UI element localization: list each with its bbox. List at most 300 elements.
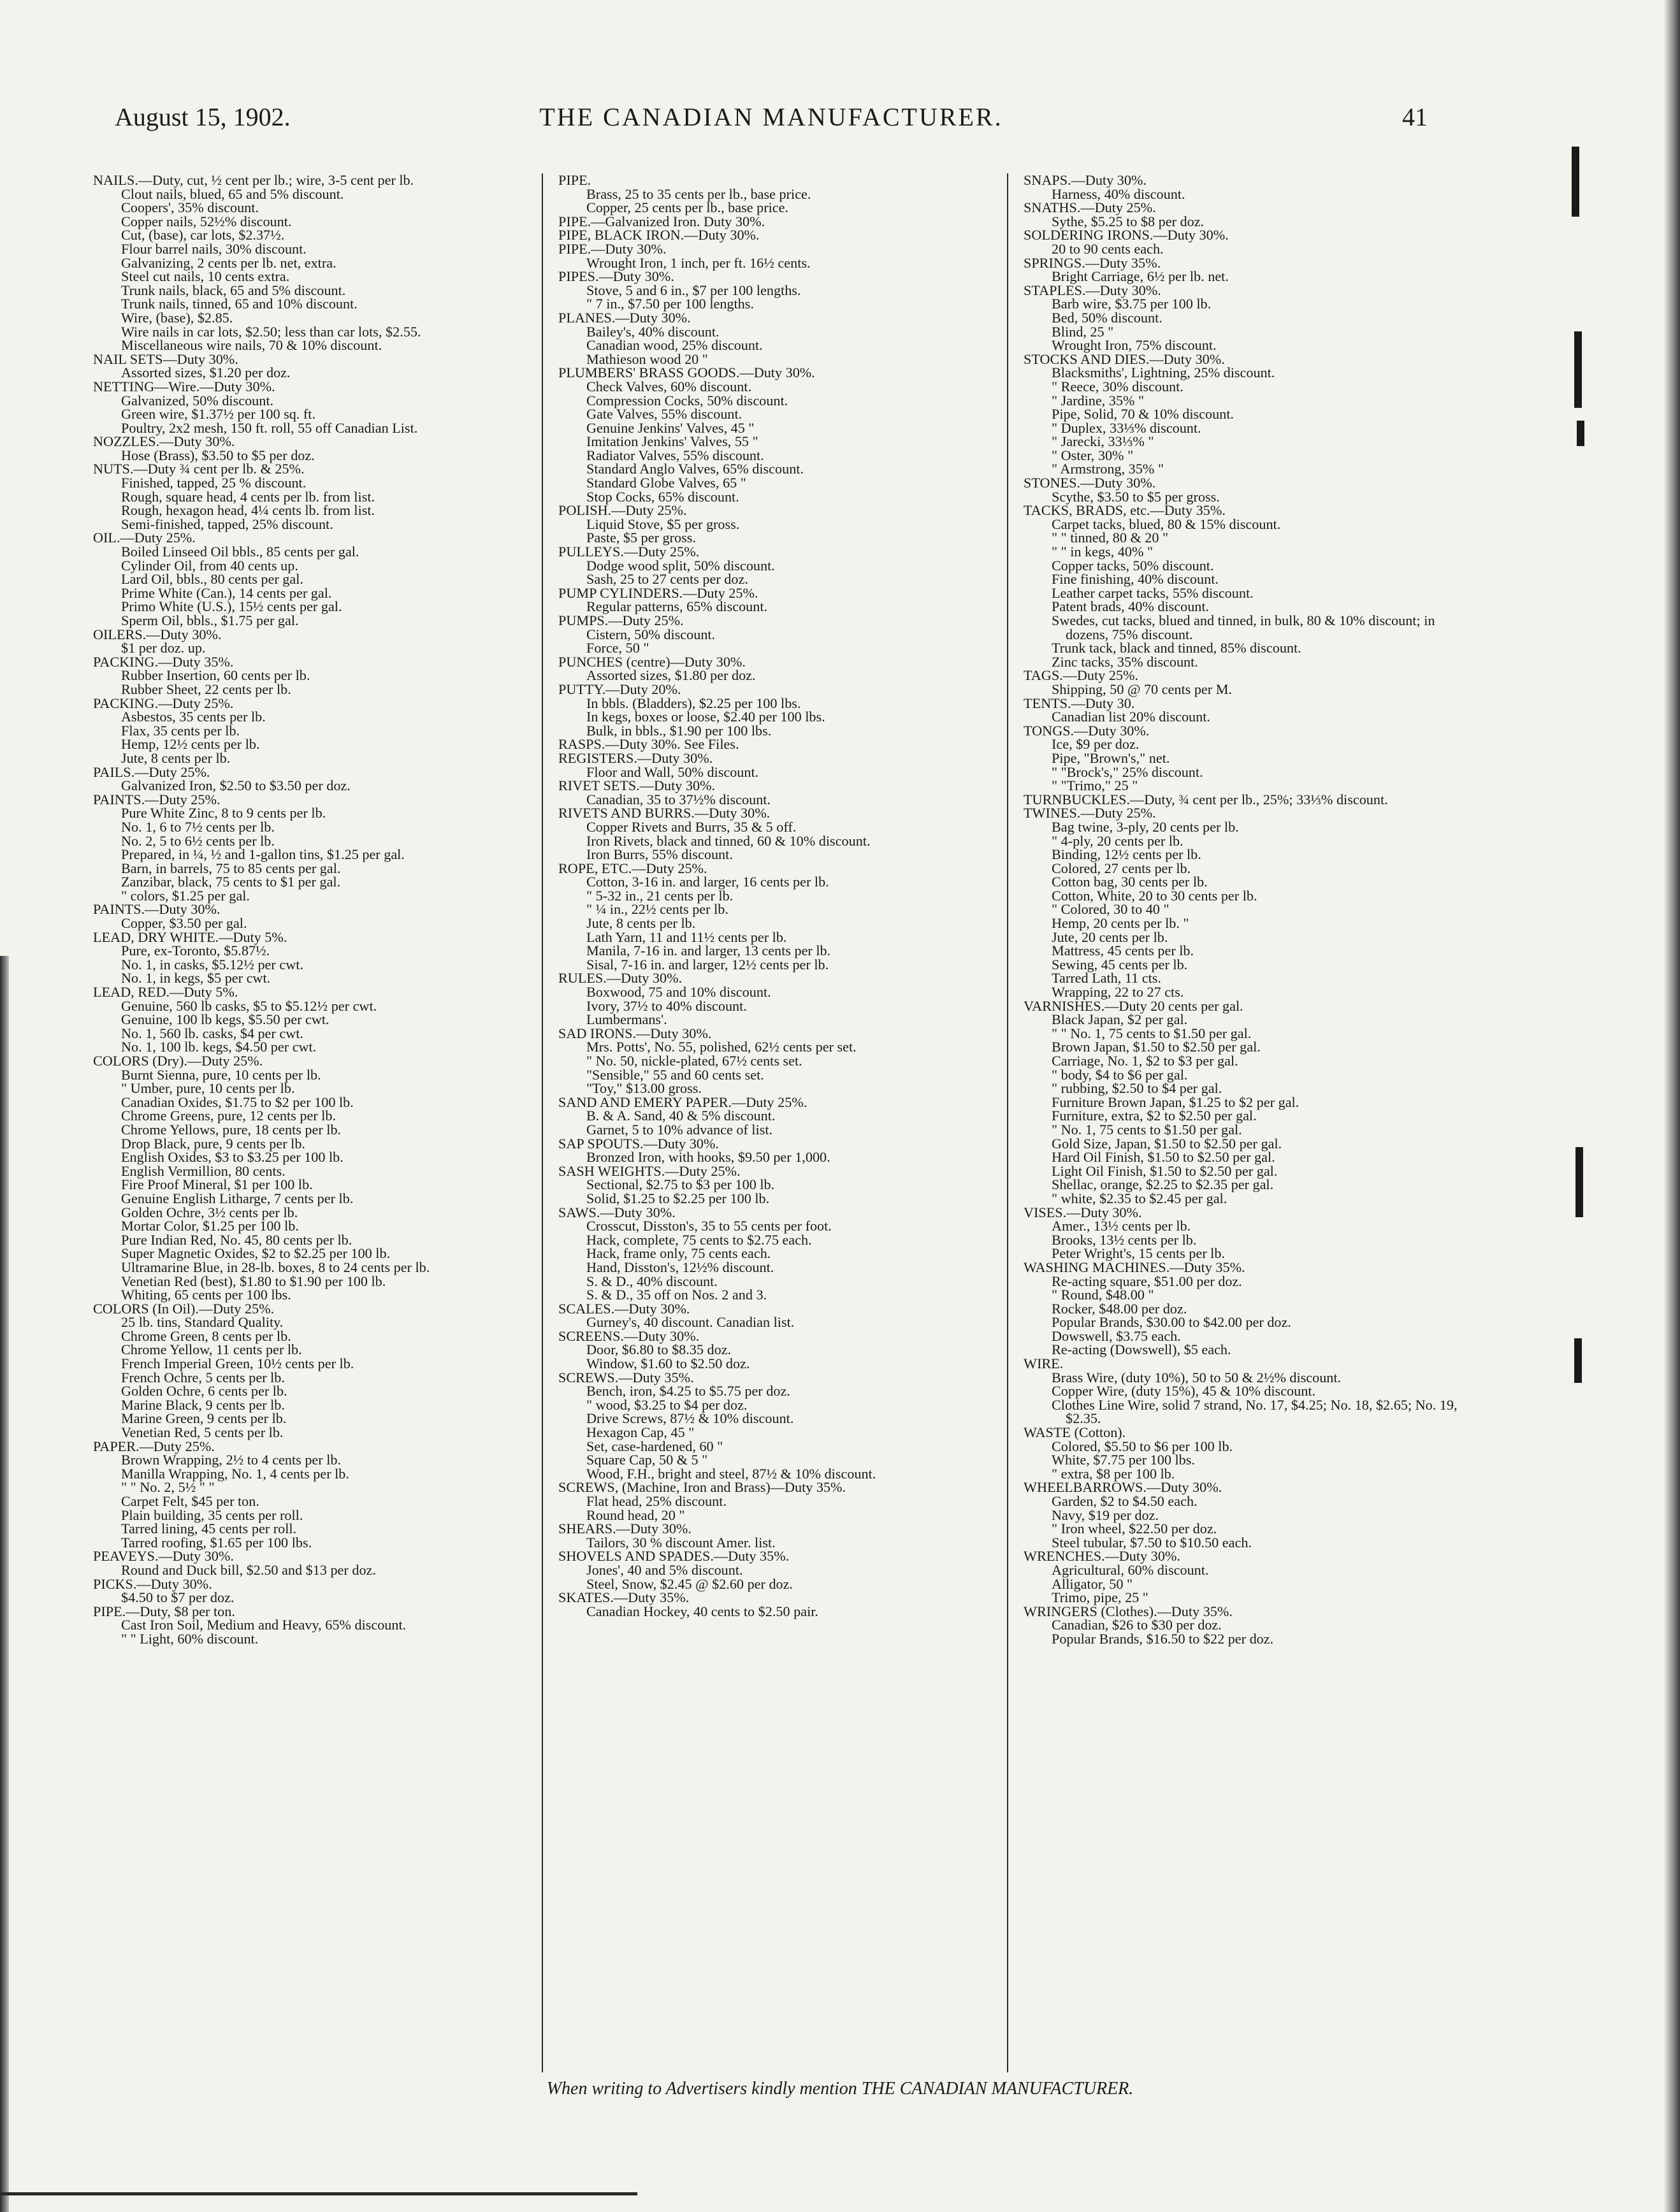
price-item: Copper Wire, (duty 15%), 45 & 10% discount. bbox=[1052, 1383, 1316, 1399]
price-item: Peter Wright's, 15 cents per lb. bbox=[1052, 1245, 1225, 1262]
price-item: No. 1, 6 to 7½ cents per lb. bbox=[121, 818, 275, 835]
price-item: Trunk nails, tinned, 65 and 10% discount. bbox=[121, 296, 358, 312]
column-divider bbox=[1007, 173, 1008, 2072]
section-heading: NAIL SETS—Duty 30%. bbox=[93, 351, 238, 367]
price-item: Zanzibar, black, 75 cents to $1 per gal. bbox=[121, 874, 341, 890]
price-item: Harness, 40% discount. bbox=[1052, 185, 1185, 202]
price-item: Copper, $3.50 per gal. bbox=[121, 915, 247, 932]
price-item: " Reece, 30% discount. bbox=[1052, 378, 1184, 394]
price-item: In bbls. (Bladders), $2.25 per 100 lbs. bbox=[586, 695, 801, 711]
price-item: Rough, hexagon head, 4¼ cents lb. from list. bbox=[121, 502, 375, 519]
price-item: Brown Japan, $1.50 to $2.50 per gal. bbox=[1052, 1039, 1261, 1055]
price-item: Sewing, 45 cents per lb. bbox=[1052, 956, 1188, 972]
section-heading: WASTE (Cotton). bbox=[1024, 1424, 1126, 1441]
price-item: Carriage, No. 1, $2 to $3 per gal. bbox=[1052, 1053, 1238, 1069]
section-heading: STAPLES.—Duty 30%. bbox=[1024, 282, 1161, 298]
section-heading: COLORS (In Oil).—Duty 25%. bbox=[93, 1300, 275, 1317]
price-item: Coopers', 35% discount. bbox=[121, 199, 259, 216]
price-item: Gurney's, 40 discount. Canadian list. bbox=[586, 1314, 795, 1331]
price-item: S. & D., 40% discount. bbox=[586, 1273, 718, 1289]
price-item: Round head, 20 " bbox=[586, 1507, 685, 1523]
price-item: " No. 1, 75 cents to $1.50 per gal. bbox=[1052, 1121, 1242, 1138]
price-item: Amer., 13½ cents per lb. bbox=[1052, 1218, 1191, 1234]
price-item: Ice, $9 per doz. bbox=[1052, 736, 1140, 753]
price-item: "Toy," $13.00 gross. bbox=[586, 1080, 702, 1097]
price-item: Regular patterns, 65% discount. bbox=[586, 598, 768, 615]
price-item: Wrought Iron, 1 inch, per ft. 16½ cents. bbox=[586, 254, 811, 271]
price-item: Cotton, 3-16 in. and larger, 16 cents per lb. bbox=[586, 874, 829, 890]
price-item: " Round, $48.00 " bbox=[1052, 1287, 1154, 1303]
price-item: " "Trimo," 25 " bbox=[1052, 777, 1138, 794]
page-edge-line bbox=[0, 2192, 637, 2195]
section-heading: SNAPS.—Duty 30%. bbox=[1024, 173, 1147, 188]
section-heading: TAGS.—Duty 25%. bbox=[1024, 667, 1139, 684]
section-heading: PACKING.—Duty 25%. bbox=[93, 695, 234, 711]
section-heading: PULLEYS.—Duty 25%. bbox=[558, 544, 700, 560]
section-heading: PAPER.—Duty 25%. bbox=[93, 1438, 215, 1454]
price-item: Hack, complete, 75 cents to $2.75 each. bbox=[586, 1231, 812, 1248]
price-item: Standard Globe Valves, 65 " bbox=[586, 475, 746, 491]
page-header bbox=[115, 102, 1428, 140]
price-item: " 7 in., $7.50 per 100 lengths. bbox=[586, 296, 754, 312]
price-item: Primo White (U.S.), 15½ cents per gal. bbox=[121, 598, 342, 615]
price-item: Re-acting square, $51.00 per doz. bbox=[1052, 1273, 1242, 1289]
price-item: Zinc tacks, 35% discount. bbox=[1052, 653, 1198, 670]
price-item: " colors, $1.25 per gal. bbox=[121, 887, 250, 904]
section-heading: PAINTS.—Duty 30%. bbox=[93, 901, 221, 918]
section-heading: SHOVELS AND SPADES.—Duty 35%. bbox=[558, 1548, 790, 1565]
price-item: Venetian Red (best), $1.80 to $1.90 per 100 lb. bbox=[121, 1273, 386, 1289]
price-item: Bright Carriage, 6½ per lb. net. bbox=[1052, 268, 1229, 285]
price-item: Barn, in barrels, 75 to 85 cents per gal. bbox=[121, 860, 341, 876]
price-item: Binding, 12½ cents per lb. bbox=[1052, 846, 1201, 863]
price-item: " 4-ply, 20 cents per lb. bbox=[1052, 832, 1184, 849]
section-heading: PUMP CYLINDERS.—Duty 25%. bbox=[558, 584, 758, 601]
price-item: Drop Black, pure, 9 cents per lb. bbox=[121, 1135, 305, 1152]
section-heading: LEAD, RED.—Duty 5%. bbox=[93, 984, 238, 1001]
section-heading: SKATES.—Duty 35%. bbox=[558, 1589, 690, 1606]
section-heading: RIVET SETS.—Duty 30%. bbox=[558, 777, 716, 794]
price-item: Tarred roofing, $1.65 per 100 lbs. bbox=[121, 1534, 312, 1551]
price-item: Chrome Yellow, 11 cents per lb. bbox=[121, 1341, 302, 1358]
price-item: Trunk nails, black, 65 and 5% discount. bbox=[121, 282, 346, 298]
page-number: 41 bbox=[1402, 103, 1428, 131]
price-item: Pure, ex-Toronto, $5.87½. bbox=[121, 943, 270, 959]
price-item: Hack, frame only, 75 cents each. bbox=[586, 1245, 771, 1262]
section-heading: NUTS.—Duty ¾ cent per lb. & 25%. bbox=[93, 461, 305, 477]
price-item: Standard Anglo Valves, 65% discount. bbox=[586, 461, 804, 477]
price-item: Genuine, 100 lb kegs, $5.50 per cwt. bbox=[121, 1011, 329, 1028]
price-item: Furniture Brown Japan, $1.25 to $2 per gal. bbox=[1052, 1094, 1300, 1110]
price-item: Gold Size, Japan, $1.50 to $2.50 per gal. bbox=[1052, 1135, 1282, 1152]
section-heading: ROPE, ETC.—Duty 25%. bbox=[558, 860, 707, 876]
price-list-column-3 bbox=[1012, 173, 1471, 2072]
price-item: Check Valves, 60% discount. bbox=[586, 378, 752, 394]
price-item: Chrome Greens, pure, 12 cents per lb. bbox=[121, 1108, 337, 1124]
price-item: Canadian, 35 to 37½% discount. bbox=[586, 791, 771, 807]
price-item: Square Cap, 50 & 5 " bbox=[586, 1452, 708, 1468]
section-heading: PLUMBERS' BRASS GOODS.—Duty 30%. bbox=[558, 365, 815, 381]
price-item: "Sensible," 55 and 60 cents set. bbox=[586, 1066, 764, 1083]
price-item: Stop Cocks, 65% discount. bbox=[586, 488, 739, 505]
section-heading: SPRINGS.—Duty 35%. bbox=[1024, 254, 1161, 271]
price-item: " "Brock's," 25% discount. bbox=[1052, 763, 1203, 780]
price-item: Copper Rivets and Burrs, 35 & 5 off. bbox=[586, 818, 797, 835]
price-item: Steel cut nails, 10 cents extra. bbox=[121, 268, 290, 285]
price-item: Stove, 5 and 6 in., $7 per 100 lengths. bbox=[586, 282, 801, 298]
price-item: Paste, $5 per gross. bbox=[586, 530, 696, 546]
price-item: Pipe, Solid, 70 & 10% discount. bbox=[1052, 406, 1234, 423]
price-item: Hand, Disston's, 12½% discount. bbox=[586, 1259, 774, 1275]
page-edge-shadow bbox=[0, 956, 9, 2212]
price-item: Wire nails in car lots, $2.50; less than car lots, $2.55. bbox=[121, 323, 421, 340]
price-item: " Colored, 30 to 40 " bbox=[1052, 901, 1169, 918]
price-item: Navy, $19 per doz. bbox=[1052, 1507, 1159, 1523]
price-item: Tarred lining, 45 cents per roll. bbox=[121, 1521, 297, 1537]
price-item: Tailors, 30 % discount Amer. list. bbox=[586, 1534, 776, 1551]
price-item: Popular Brands, $30.00 to $42.00 per doz. bbox=[1052, 1314, 1291, 1331]
price-item: Miscellaneous wire nails, 70 & 10% discount. bbox=[121, 337, 382, 354]
price-item: Cistern, 50% discount. bbox=[586, 626, 716, 642]
price-item: Venetian Red, 5 cents per lb. bbox=[121, 1424, 284, 1441]
price-item: Green wire, $1.37½ per 100 sq. ft. bbox=[121, 406, 316, 423]
price-item: Prime White (Can.), 14 cents per gal. bbox=[121, 584, 332, 601]
price-item: S. & D., 35 off on Nos. 2 and 3. bbox=[586, 1287, 767, 1303]
scan-margin-mark bbox=[1574, 1338, 1582, 1383]
price-item: In kegs, boxes or loose, $2.40 per 100 lbs. bbox=[586, 709, 825, 725]
price-item: Tarred Lath, 11 cts. bbox=[1052, 970, 1161, 987]
price-item: Bench, iron, $4.25 to $5.75 per doz. bbox=[586, 1383, 790, 1399]
price-item: Furniture, extra, $2 to $2.50 per gal. bbox=[1052, 1108, 1257, 1124]
column-divider bbox=[542, 173, 543, 2072]
price-item: Fine finishing, 40% discount. bbox=[1052, 571, 1219, 588]
price-item: " rubbing, $2.50 to $4 per gal. bbox=[1052, 1080, 1222, 1097]
price-item: Genuine, 560 lb casks, $5 to $5.12½ per cwt. bbox=[121, 997, 377, 1014]
price-item: Patent brads, 40% discount. bbox=[1052, 598, 1210, 615]
price-item: Wire, (base), $2.85. bbox=[121, 309, 233, 326]
section-heading: PUMPS.—Duty 25%. bbox=[558, 612, 684, 628]
section-heading: SCALES.—Duty 30%. bbox=[558, 1300, 690, 1317]
price-item: Genuine Jenkins' Valves, 45 " bbox=[586, 419, 755, 436]
price-list-column-1 bbox=[82, 173, 540, 2072]
price-item: " " tinned, 80 & 20 " bbox=[1052, 530, 1169, 546]
price-item: Marine Green, 9 cents per lb. bbox=[121, 1410, 287, 1427]
price-item: Light Oil Finish, $1.50 to $2.50 per gal. bbox=[1052, 1162, 1278, 1179]
section-heading: PAINTS.—Duty 25%. bbox=[93, 791, 221, 807]
section-heading: SNATHS.—Duty 25%. bbox=[1024, 199, 1156, 216]
section-heading: SAWS.—Duty 30%. bbox=[558, 1204, 676, 1220]
price-list-column-2 bbox=[547, 173, 1006, 2072]
section-heading: TACKS, BRADS, etc.—Duty 35%. bbox=[1024, 502, 1226, 519]
section-heading: RULES.—Duty 30%. bbox=[558, 970, 683, 987]
price-item: Whiting, 65 cents per 100 lbs. bbox=[121, 1287, 291, 1303]
price-item: Rough, square head, 4 cents per lb. from list. bbox=[121, 488, 375, 505]
price-item: Jute, 20 cents per lb. bbox=[1052, 929, 1168, 945]
price-item: Copper nails, 52½% discount. bbox=[121, 213, 292, 229]
price-item: French Imperial Green, 10½ cents per lb. bbox=[121, 1355, 354, 1372]
price-item: English Oxides, $3 to $3.25 per 100 lb. bbox=[121, 1149, 344, 1166]
price-item: " body, $4 to $6 per gal. bbox=[1052, 1066, 1188, 1083]
price-item: " No. 50, nickle-plated, 67½ cents set. bbox=[586, 1053, 802, 1069]
price-item: Wood, F.H., bright and steel, 87½ & 10% discount. bbox=[586, 1465, 876, 1482]
price-item: " Iron wheel, $22.50 per doz. bbox=[1052, 1521, 1217, 1537]
price-item: Compression Cocks, 50% discount. bbox=[586, 392, 788, 408]
price-item: Prepared, in ¼, ½ and 1-gallon tins, $1.25 per gal. bbox=[121, 846, 405, 863]
section-heading: TONGS.—Duty 30%. bbox=[1024, 722, 1150, 739]
section-heading: PICKS.—Duty 30%. bbox=[93, 1575, 212, 1592]
price-item: Canadian Hockey, 40 cents to $2.50 pair. bbox=[586, 1603, 818, 1619]
price-item: Mathieson wood 20 " bbox=[586, 351, 708, 367]
section-heading: PACKING.—Duty 35%. bbox=[93, 653, 234, 670]
price-item: Brass Wire, (duty 10%), 50 to 50 & 2½% discount. bbox=[1052, 1369, 1342, 1385]
price-item: Imitation Jenkins' Valves, 55 " bbox=[586, 433, 758, 450]
section-heading: PEAVEYS.—Duty 30%. bbox=[93, 1548, 234, 1565]
price-item: Boxwood, 75 and 10% discount. bbox=[586, 984, 771, 1001]
price-item: Canadian Oxides, $1.75 to $2 per 100 lb. bbox=[121, 1094, 354, 1110]
section-heading: POLISH.—Duty 25%. bbox=[558, 502, 687, 519]
price-item: Steel tubular, $7.50 to $10.50 each. bbox=[1052, 1534, 1252, 1551]
price-item: Steel, Snow, $2.45 @ $2.60 per doz. bbox=[586, 1575, 793, 1592]
page-edge-shadow bbox=[1663, 0, 1680, 2212]
price-item: Garden, $2 to $4.50 each. bbox=[1052, 1493, 1198, 1509]
section-heading: TENTS.—Duty 30. bbox=[1024, 695, 1135, 711]
price-item: " Jarecki, 33⅓% " bbox=[1052, 433, 1154, 450]
price-item: Cotton bag, 30 cents per lb. bbox=[1052, 874, 1208, 890]
section-heading: VARNISHES.—Duty 20 cents per gal. bbox=[1024, 997, 1243, 1014]
price-item: Ultramarine Blue, in 28-lb. boxes, 8 to 24 cents per lb. bbox=[121, 1259, 430, 1275]
price-item: Canadian list 20% discount. bbox=[1052, 709, 1210, 725]
price-item: " ¼ in., 22½ cents per lb. bbox=[586, 901, 728, 918]
price-item: Colored, 27 cents per lb. bbox=[1052, 860, 1191, 876]
price-item: Golden Ochre, 6 cents per lb. bbox=[121, 1383, 287, 1399]
price-item: " Duplex, 33⅓% discount. bbox=[1052, 419, 1201, 436]
price-item: Iron Burrs, 55% discount. bbox=[586, 846, 733, 863]
price-item: Copper, 25 cents per lb., base price. bbox=[586, 199, 789, 216]
price-item: Cast Iron Soil, Medium and Heavy, 65% discount. bbox=[121, 1617, 407, 1633]
price-item: Jute, 8 cents per lb. bbox=[121, 749, 231, 766]
section-heading: WRENCHES.—Duty 30%. bbox=[1024, 1548, 1180, 1565]
price-item: Sythe, $5.25 to $8 per doz. bbox=[1052, 213, 1205, 229]
advertiser-notice: When writing to Advertisers kindly mention THE CANADIAN MANUFACTURER. bbox=[546, 2079, 1134, 2099]
price-item: Radiator Valves, 55% discount. bbox=[586, 447, 764, 463]
section-heading: VISES.—Duty 30%. bbox=[1024, 1204, 1142, 1220]
price-item: Pure White Zinc, 8 to 9 cents per lb. bbox=[121, 805, 326, 821]
section-heading: COLORS (Dry).—Duty 25%. bbox=[93, 1053, 263, 1069]
price-item: Cotton, White, 20 to 30 cents per lb. bbox=[1052, 887, 1257, 904]
section-heading: SCREENS.—Duty 30%. bbox=[558, 1327, 700, 1344]
price-item: " " in kegs, 40% " bbox=[1052, 544, 1154, 560]
price-item: Fire Proof Mineral, $1 per 100 lb. bbox=[121, 1176, 313, 1193]
price-item: Copper tacks, 50% discount. bbox=[1052, 557, 1214, 574]
section-heading: NAILS.—Duty, cut, ½ cent per lb.; wire, 3-5 cent per lb. bbox=[93, 173, 414, 188]
section-heading: PIPE.—Duty 30%. bbox=[558, 240, 667, 257]
price-item: " Armstrong, 35% " bbox=[1052, 461, 1164, 477]
price-item: Window, $1.60 to $2.50 doz. bbox=[586, 1355, 750, 1372]
section-heading: NETTING—Wire.—Duty 30%. bbox=[93, 378, 275, 394]
price-item: Leather carpet tacks, 55% discount. bbox=[1052, 584, 1254, 601]
price-item: Jones', 40 and 5% discount. bbox=[586, 1561, 743, 1578]
section-heading: WASHING MACHINES.—Duty 35%. bbox=[1024, 1259, 1245, 1275]
price-item: Canadian, $26 to $30 per doz. bbox=[1052, 1617, 1222, 1633]
price-item: Asbestos, 35 cents per lb. bbox=[121, 709, 266, 725]
price-item: French Ochre, 5 cents per lb. bbox=[121, 1369, 285, 1385]
price-item: Barb wire, $3.75 per 100 lb. bbox=[1052, 296, 1212, 312]
price-item: Shipping, 50 @ 70 cents per M. bbox=[1052, 681, 1232, 697]
price-item: Hard Oil Finish, $1.50 to $2.50 per gal. bbox=[1052, 1149, 1275, 1166]
price-item: No. 1, in casks, $5.12½ per cwt. bbox=[121, 956, 303, 972]
price-item: Galvanized Iron, $2.50 to $3.50 per doz. bbox=[121, 777, 351, 794]
price-item: Flat head, 25% discount. bbox=[586, 1493, 727, 1509]
price-item: No. 2, 5 to 6½ cents per lb. bbox=[121, 832, 275, 849]
price-item: Hemp, 20 cents per lb. " bbox=[1052, 915, 1189, 932]
price-item: Rubber Sheet, 22 cents per lb. bbox=[121, 681, 291, 697]
price-item: Assorted sizes, $1.80 per doz. bbox=[586, 667, 756, 684]
price-item: Marine Black, 9 cents per lb. bbox=[121, 1396, 285, 1413]
section-heading: PAILS.—Duty 25%. bbox=[93, 763, 210, 780]
section-heading: REGISTERS.—Duty 30%. bbox=[558, 749, 713, 766]
price-item: Set, case-hardened, 60 " bbox=[586, 1438, 723, 1454]
price-item: Canadian wood, 25% discount. bbox=[586, 337, 763, 354]
price-item: Golden Ochre, 3½ cents per lb. bbox=[121, 1204, 298, 1220]
price-item: Wrought Iron, 75% discount. bbox=[1052, 337, 1217, 354]
price-item: " " No. 2, 5½ " " bbox=[121, 1479, 215, 1496]
section-heading: SASH WEIGHTS.—Duty 25%. bbox=[558, 1162, 741, 1179]
price-item: Carpet Felt, $45 per ton. bbox=[121, 1493, 259, 1509]
price-item: No. 1, 100 lb. kegs, $4.50 per cwt. bbox=[121, 1039, 317, 1055]
price-item: Jute, 8 cents per lb. bbox=[586, 915, 696, 932]
price-item: Cut, (base), car lots, $2.37½. bbox=[121, 227, 285, 243]
section-heading: PLANES.—Duty 30%. bbox=[558, 309, 691, 326]
price-item: Dodge wood split, 50% discount. bbox=[586, 557, 775, 574]
scan-margin-mark bbox=[1577, 421, 1584, 446]
section-heading: WRINGERS (Clothes).—Duty 35%. bbox=[1024, 1603, 1233, 1619]
price-item: Floor and Wall, 50% discount. bbox=[586, 763, 759, 780]
price-item: Black Japan, $2 per gal. bbox=[1052, 1011, 1188, 1028]
price-item: Clothes Line Wire, solid 7 strand, No. 17, $4.25; No. 18, $2.65; No. 19, $2.35. bbox=[1052, 1396, 1458, 1427]
price-item: Force, 50 " bbox=[586, 640, 649, 656]
price-item: No. 1, in kegs, $5 per cwt. bbox=[121, 970, 271, 987]
section-heading: TURNBUCKLES.—Duty, ¾ cent per lb., 25%; 33⅓% discount. bbox=[1024, 791, 1388, 807]
price-item: Manila, 7-16 in. and larger, 13 cents per lb. bbox=[586, 943, 831, 959]
price-item: Drive Screws, 87½ & 10% discount. bbox=[586, 1410, 794, 1427]
section-heading: WIRE. bbox=[1024, 1355, 1064, 1372]
section-heading: SCREWS, (Machine, Iron and Brass)—Duty 35%. bbox=[558, 1479, 846, 1496]
price-item: Bronzed Iron, with hooks, $9.50 per 1,000. bbox=[586, 1149, 830, 1166]
section-heading: PIPES.—Duty 30%. bbox=[558, 268, 674, 285]
price-item: Semi-finished, tapped, 25% discount. bbox=[121, 516, 333, 532]
price-item: " 5-32 in., 21 cents per lb. bbox=[586, 887, 734, 904]
price-item: Ivory, 37½ to 40% discount. bbox=[586, 997, 747, 1014]
price-item: Bulk, in bbls., $1.90 per 100 lbs. bbox=[586, 722, 772, 739]
scan-margin-mark bbox=[1572, 147, 1579, 217]
price-item: Burnt Sienna, pure, 10 cents per lb. bbox=[121, 1066, 321, 1083]
price-item: Hexagon Cap, 45 " bbox=[586, 1424, 695, 1441]
price-item: English Vermillion, 80 cents. bbox=[121, 1162, 286, 1179]
price-item: Sectional, $2.75 to $3 per 100 lb. bbox=[586, 1176, 775, 1193]
price-item: Dowswell, $3.75 each. bbox=[1052, 1327, 1181, 1344]
price-item: White, $7.75 per 100 lbs. bbox=[1052, 1452, 1195, 1468]
section-heading: OIL.—Duty 25%. bbox=[93, 530, 196, 546]
price-item: Lard Oil, bbls., 80 cents per gal. bbox=[121, 571, 303, 588]
price-item: Genuine English Litharge, 7 cents per lb. bbox=[121, 1190, 354, 1206]
section-heading: TWINES.—Duty 25%. bbox=[1024, 805, 1156, 821]
price-item: Pipe, "Brown's," net. bbox=[1052, 749, 1170, 766]
price-item: Blacksmiths', Lightning, 25% discount. bbox=[1052, 365, 1275, 381]
price-item: Brooks, 13½ cents per lb. bbox=[1052, 1231, 1197, 1248]
price-item: Boiled Linseed Oil bbls., 85 cents per gal. bbox=[121, 544, 359, 560]
price-item: Sperm Oil, bbls., $1.75 per gal. bbox=[121, 612, 299, 628]
section-heading: PIPE, BLACK IRON.—Duty 30%. bbox=[558, 227, 760, 243]
price-item: " Umber, pure, 10 cents per lb. bbox=[121, 1080, 295, 1097]
price-item: " Jardine, 35% " bbox=[1052, 392, 1145, 408]
price-item: Crosscut, Disston's, 35 to 55 cents per foot. bbox=[586, 1218, 832, 1234]
price-item: Bed, 50% discount. bbox=[1052, 309, 1162, 326]
price-item: Plain building, 35 cents per roll. bbox=[121, 1507, 303, 1523]
price-item: Flour barrel nails, 30% discount. bbox=[121, 240, 307, 257]
price-item: Manilla Wrapping, No. 1, 4 cents per lb. bbox=[121, 1465, 349, 1482]
price-item: Scythe, $3.50 to $5 per gross. bbox=[1052, 488, 1220, 505]
price-item: Swedes, cut tacks, blued and tinned, in bulk, 80 & 10% discount; in dozens, 75% discount. bbox=[1052, 612, 1435, 642]
price-item: Galvanizing, 2 cents per lb. net, extra. bbox=[121, 254, 337, 271]
section-heading: SAND AND EMERY PAPER.—Duty 25%. bbox=[558, 1094, 807, 1110]
price-item: Door, $6.80 to $8.35 doz. bbox=[586, 1341, 732, 1358]
price-item: Lath Yarn, 11 and 11½ cents per lb. bbox=[586, 929, 787, 945]
price-item: Re-acting (Dowswell), $5 each. bbox=[1052, 1341, 1231, 1358]
price-item: Chrome Green, 8 cents per lb. bbox=[121, 1327, 291, 1344]
price-item: Brown Wrapping, 2½ to 4 cents per lb. bbox=[121, 1452, 342, 1468]
price-item: $1 per doz. up. bbox=[121, 640, 206, 656]
price-item: Trimo, pipe, 25 " bbox=[1052, 1589, 1148, 1606]
price-item: Mortar Color, $1.25 per 100 lb. bbox=[121, 1218, 299, 1234]
price-item: " extra, $8 per 100 lb. bbox=[1052, 1465, 1175, 1482]
section-heading: SAD IRONS.—Duty 30%. bbox=[558, 1025, 712, 1041]
price-item: Sisal, 7-16 in. and larger, 12½ cents per lb. bbox=[586, 956, 829, 972]
price-item: Hemp, 12½ cents per lb. bbox=[121, 736, 260, 753]
price-item: Poultry, 2x2 mesh, 150 ft. roll, 55 off Canadian List. bbox=[121, 419, 418, 436]
price-item: Mrs. Potts', No. 55, polished, 62½ cents per set. bbox=[586, 1039, 857, 1055]
section-heading: PIPE.—Galvanized Iron. Duty 30%. bbox=[558, 213, 765, 229]
price-item: Gate Valves, 55% discount. bbox=[586, 406, 742, 423]
price-item: " Oster, 30% " bbox=[1052, 447, 1134, 463]
publication-title: THE CANADIAN MANUFACTURER. bbox=[539, 103, 1003, 131]
price-item: Alligator, 50 " bbox=[1052, 1575, 1133, 1592]
scan-margin-mark bbox=[1575, 1147, 1583, 1217]
price-item: Rubber Insertion, 60 cents per lb. bbox=[121, 667, 310, 684]
section-heading: STOCKS AND DIES.—Duty 30%. bbox=[1024, 351, 1225, 367]
price-item: Super Magnetic Oxides, $2 to $2.25 per 100 lb. bbox=[121, 1245, 391, 1262]
price-item: Rocker, $48.00 per doz. bbox=[1052, 1300, 1187, 1317]
price-item: Mattress, 45 cents per lb. bbox=[1052, 943, 1194, 959]
price-item: B. & A. Sand, 40 & 5% discount. bbox=[586, 1108, 776, 1124]
price-item: Iron Rivets, black and tinned, 60 & 10% discount. bbox=[586, 832, 871, 849]
price-item: Flax, 35 cents per lb. bbox=[121, 722, 240, 739]
price-item: No. 1, 560 lb. casks, $4 per cwt. bbox=[121, 1025, 303, 1041]
section-heading: OILERS.—Duty 30%. bbox=[93, 626, 222, 642]
price-item: " wood, $3.25 to $4 per doz. bbox=[586, 1396, 748, 1413]
price-item: Blind, 25 " bbox=[1052, 323, 1114, 340]
price-item: " " Light, 60% discount. bbox=[121, 1630, 259, 1647]
price-item: Carpet tacks, blued, 80 & 15% discount. bbox=[1052, 516, 1281, 532]
price-item: Clout nails, blued, 65 and 5% discount. bbox=[121, 185, 344, 202]
section-heading: PIPE.—Duty, $8 per ton. bbox=[93, 1603, 235, 1619]
price-item: Bag twine, 3-ply, 20 cents per lb. bbox=[1052, 818, 1239, 835]
price-item: Shellac, orange, $2.25 to $2.35 per gal. bbox=[1052, 1176, 1274, 1193]
price-item: Chrome Yellows, pure, 18 cents per lb. bbox=[121, 1121, 342, 1138]
section-heading: RASPS.—Duty 30%. See Files. bbox=[558, 736, 739, 753]
price-item: 25 lb. tins, Standard Quality. bbox=[121, 1314, 284, 1331]
price-item: Lumbermans'. bbox=[586, 1011, 667, 1028]
section-heading: STONES.—Duty 30%. bbox=[1024, 475, 1156, 491]
